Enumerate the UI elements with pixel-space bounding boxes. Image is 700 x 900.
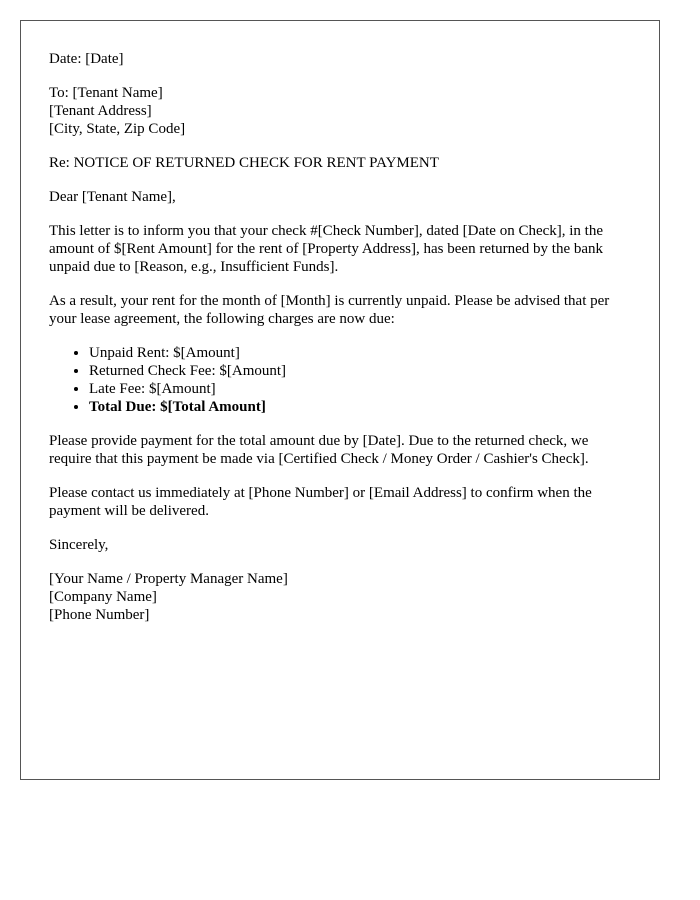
recipient-name: To: [Tenant Name] [49,85,163,101]
body-paragraph-payment-instructions: Please provide payment for the total amount due by [Date]. Due to the returned check, we require that this payment be made via [Certified Check / Money Order / Cashier's Check]. [49,433,589,467]
body-paragraph-charges-intro: As a result, your rent for the month of [Month] is currently unpaid. Please be advised that per your lease agreement, the following charges are now due: [49,293,610,327]
recipient-city-state-zip: [City, State, Zip Code] [49,121,186,137]
signature-block [49,570,631,624]
signature-company: [Company Name] [49,589,157,605]
charge-item-unpaid-rent: • Unpaid Rent: $[Amount] [89,344,631,362]
body-paragraph-returned-check: This letter is to inform you that your check #[Check Number], dated [Date on Check], in the amount of $[Rent Amount] for the rent of [Property Address], has been returned by the bank unpaid due to [Reason, e.g., Insufficient Funds]. [49,223,604,275]
signature-name: [Your Name / Property Manager Name] [49,571,288,587]
subject-line: Re: NOTICE OF RETURNED CHECK FOR RENT PAYMENT [49,155,439,171]
signature-phone: [Phone Number] [49,607,150,623]
body-paragraph-contact: Please contact us immediately at [Phone Number] or [Email Address] to confirm when the payment will be delivered. [49,485,592,519]
salutation: Dear [Tenant Name], [49,189,176,205]
closing: Sincerely, [49,537,109,553]
charge-item-returned-check-fee: • Returned Check Fee: $[Amount] [89,362,631,380]
charge-item-total-due: • Total Due: $[Total Amount] [89,398,631,416]
charges-list [49,344,631,416]
charge-item-late-fee: • Late Fee: $[Amount] [89,380,631,398]
recipient-address-block [49,84,631,138]
recipient-address: [Tenant Address] [49,103,152,119]
letter-page [20,20,660,780]
date-line: Date: [Date] [49,51,124,67]
